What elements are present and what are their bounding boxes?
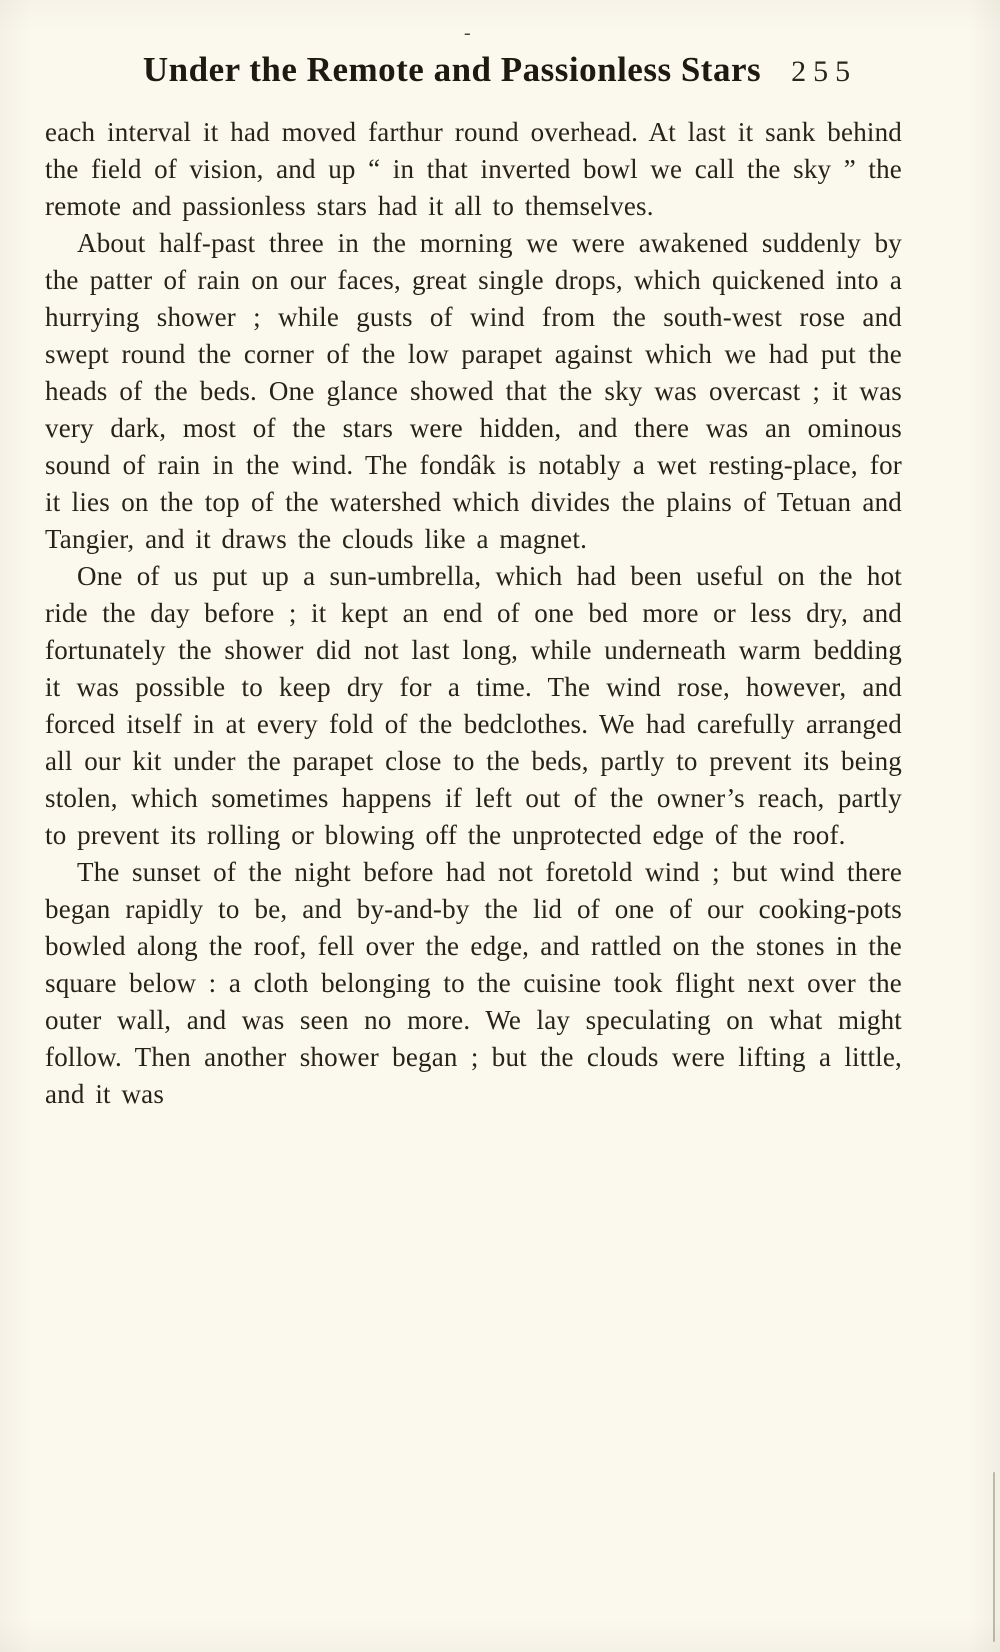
paragraph: About half-past three in the morning we were awakened suddenly by the patter of rain on our faces, great single drops, which quickened into a hurrying shower ; while gusts of wind from the south-west rose and swept round the corner of the low parapet against which we had put the heads of the beds. One glance showed that the sky was overcast ; it was very dark, most of the stars were hidden, and there was an ominous sound of rain in the wind. The fondâk is notably a wet resting-place, for it lies on the top of the watershed which divides the plains of Tetuan and Tangier, and it draws the clouds like a magnet.: [45, 228, 902, 554]
paragraph: One of us put up a sun-umbrella, which had been useful on the hot ride the day before ; it kept an end of one bed more or less dry, and fortunately the shower did not last long, while underneath warm bedding it was possible to keep dry for a time. The wind rose, however, and forced itself in at every fold of the bedclothes. We had carefully arranged all our kit under the parapet close to the beds, partly to prevent its being stolen, which sometimes happens if left out of the owner’s reach, partly to prevent its rolling or blowing off the unprotected edge of the roof.: [45, 561, 902, 850]
paragraph: The sunset of the night before had not foretold wind ; but wind there began rapidly to be, and by-and-by the lid of one of our cooking-pots bowled along the roof, fell over the edge, and rattled on the stones in the square below : a cloth belonging to the cuisine took flight next over the outer wall, and was seen no more. We lay speculating on what might follow. Then another shower began ; but the clouds were lifting a little, and it was: [45, 857, 902, 1109]
text-block: [45, 114, 902, 1113]
page-number: 255: [791, 55, 858, 88]
paragraph: each interval it had moved farthur round overhead. At last it sank behind the field of vision, and up “ in that inverted bowl we call the sky ” the remote and passionless stars had it all to themselves.: [45, 117, 902, 221]
scan-artifact-mark: -: [464, 22, 471, 44]
page-header: [0, 50, 1000, 90]
running-title: Under the Remote and Passionless Stars: [142, 50, 762, 89]
scan-edge-artifact: [993, 1472, 995, 1642]
